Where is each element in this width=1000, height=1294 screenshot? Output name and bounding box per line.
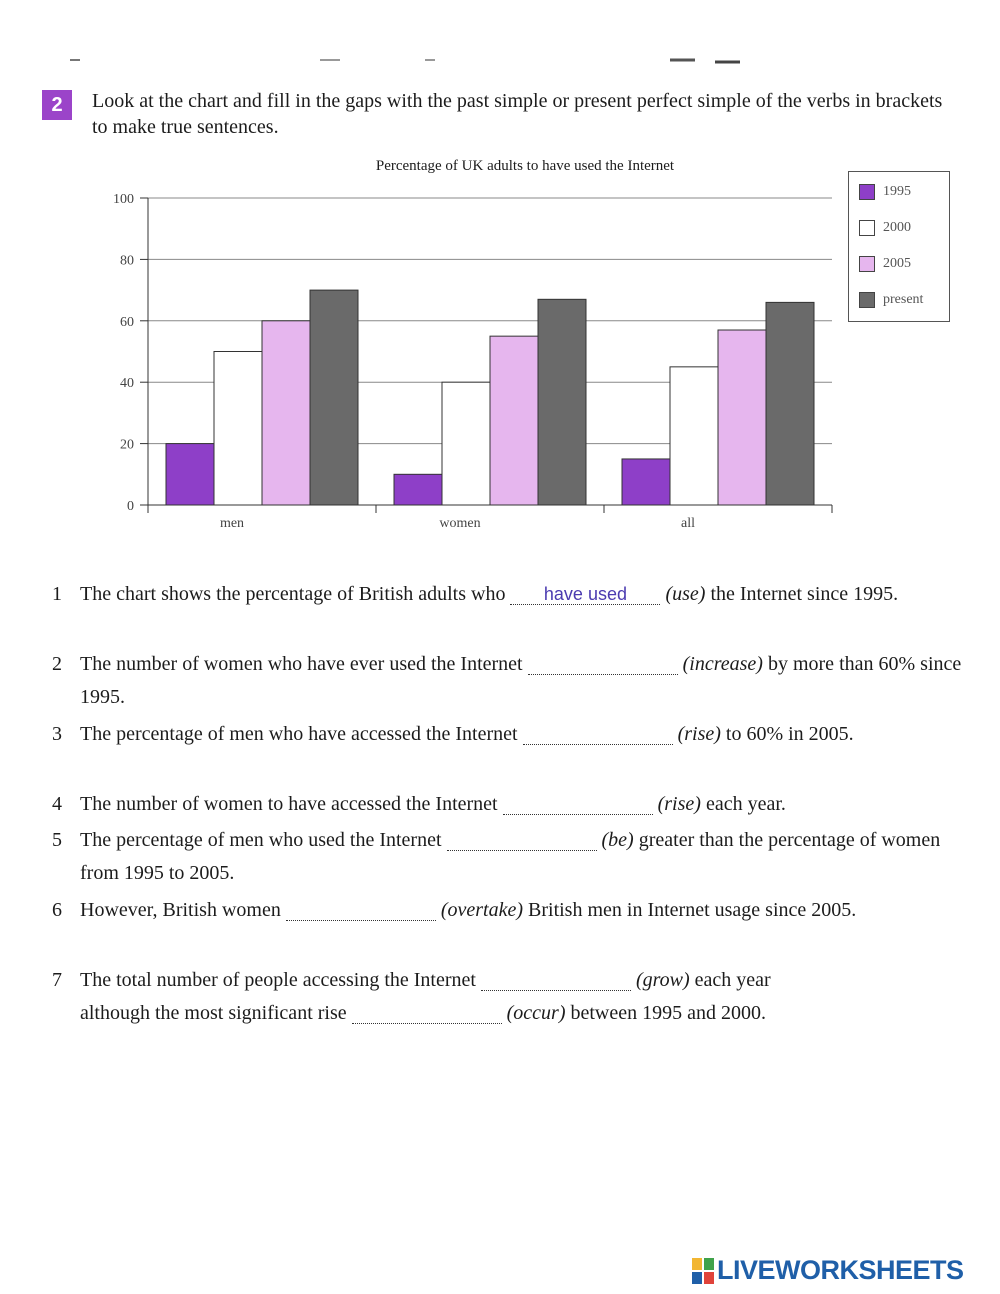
verb-hint: (overtake) <box>440 899 524 921</box>
legend-swatch-2000 <box>859 220 875 236</box>
y-tick-label: 100 <box>113 192 134 207</box>
y-tick-label: 0 <box>127 499 134 514</box>
liveworksheets-logo-icon <box>692 1258 714 1284</box>
question-number: 5 <box>52 829 62 851</box>
bar-chart <box>90 180 850 540</box>
answer-gap-4[interactable] <box>503 794 653 815</box>
x-category-label: women <box>439 516 481 531</box>
question-text: although the most significant rise <box>80 1002 347 1024</box>
question-text: The number of women to have accessed the Internet <box>80 793 498 815</box>
question-text-end: to 60% in 2005. <box>725 723 854 745</box>
bar-all-1995 <box>622 459 670 505</box>
legend-swatch-1995 <box>859 184 875 200</box>
question-text: The percentage of men who have accessed the Internet <box>80 723 518 745</box>
y-tick-label: 80 <box>120 253 134 269</box>
answer-gap-7a[interactable] <box>481 970 631 991</box>
bar-all-present <box>766 302 814 505</box>
legend-label-2005: 2005 <box>883 256 911 271</box>
question-text-end: each year <box>694 969 771 991</box>
legend-item-1995 <box>859 182 911 202</box>
verb-hint: (use) <box>665 583 706 605</box>
legend-item-2000 <box>859 218 911 238</box>
bar-women-2000 <box>442 382 490 505</box>
question-number: 3 <box>52 723 62 745</box>
question-text: The number of women who have ever used the Internet <box>80 653 523 675</box>
verb-hint: (increase) <box>682 653 763 675</box>
bar-women-present <box>538 299 586 505</box>
verb-hint: (grow) <box>635 969 690 991</box>
y-tick-label: 60 <box>120 314 134 330</box>
exercise-number-badge: 2 <box>42 90 72 120</box>
answer-gap-5[interactable] <box>447 830 597 851</box>
answer-gap-6[interactable] <box>286 900 436 921</box>
x-category-label: men <box>219 516 245 531</box>
legend-label-1995: 1995 <box>883 184 911 199</box>
verb-hint: (rise) <box>657 793 701 815</box>
question-text-end: between 1995 and 2000. <box>570 1002 766 1024</box>
verb-hint: (rise) <box>677 723 721 745</box>
question-text-end: by more than 60% since 1995. <box>80 653 962 708</box>
bar-women-1995 <box>394 474 442 505</box>
question-number: 6 <box>52 899 62 921</box>
question-number: 1 <box>52 583 62 605</box>
exercise-instruction: Look at the chart and fill in the gaps with the past simple or present perfect simple of the verbs in brackets to make true sentences. <box>92 90 943 138</box>
legend-item-2005 <box>859 254 911 274</box>
question-number: 4 <box>52 793 62 815</box>
answer-gap-7b[interactable] <box>352 1003 502 1024</box>
verb-hint: (occur) <box>506 1002 566 1024</box>
legend-swatch-present <box>859 292 875 308</box>
bar-women-2005 <box>490 336 538 505</box>
x-category-label: all <box>681 516 695 531</box>
chart-legend <box>848 171 950 322</box>
bar-men-present <box>310 290 358 505</box>
bar-all-2005 <box>718 330 766 505</box>
chart-title: Percentage of UK adults to have used the Internet <box>375 158 675 174</box>
legend-label-2000: 2000 <box>883 220 911 235</box>
question-text-end: greater than the percentage of women from 1995 to 2005. <box>80 829 941 884</box>
question-text: The chart shows the percentage of British adults who <box>80 583 506 605</box>
y-tick-label: 40 <box>120 376 134 392</box>
question-text: However, British women <box>80 899 281 921</box>
question-number: 7 <box>52 969 62 991</box>
bar-men-1995 <box>166 444 214 505</box>
liveworksheets-logo[interactable] <box>692 1255 964 1286</box>
bar-men-2005 <box>262 321 310 505</box>
answer-gap-3[interactable] <box>523 724 673 745</box>
answer-gap-2[interactable] <box>528 654 678 675</box>
question-text: The total number of people accessing the Internet <box>80 969 476 991</box>
question-text-end: the Internet since 1995. <box>710 583 899 605</box>
top-rule <box>70 56 750 64</box>
question-text-end: British men in Internet usage since 2005. <box>528 899 857 921</box>
question-number: 2 <box>52 653 62 675</box>
verb-hint: (be) <box>601 829 634 851</box>
legend-swatch-2005 <box>859 256 875 272</box>
bar-men-2000 <box>214 352 262 506</box>
answer-gap-1[interactable]: have used <box>510 584 660 605</box>
liveworksheets-logo-text: LIVEWORKSHEETS <box>717 1255 964 1285</box>
legend-item-present <box>859 290 923 310</box>
legend-label-present: present <box>883 292 924 307</box>
question-text-end: each year. <box>705 793 786 815</box>
question-text: The percentage of men who used the Internet <box>80 829 442 851</box>
y-tick-label: 20 <box>120 437 134 453</box>
bar-all-2000 <box>670 367 718 505</box>
